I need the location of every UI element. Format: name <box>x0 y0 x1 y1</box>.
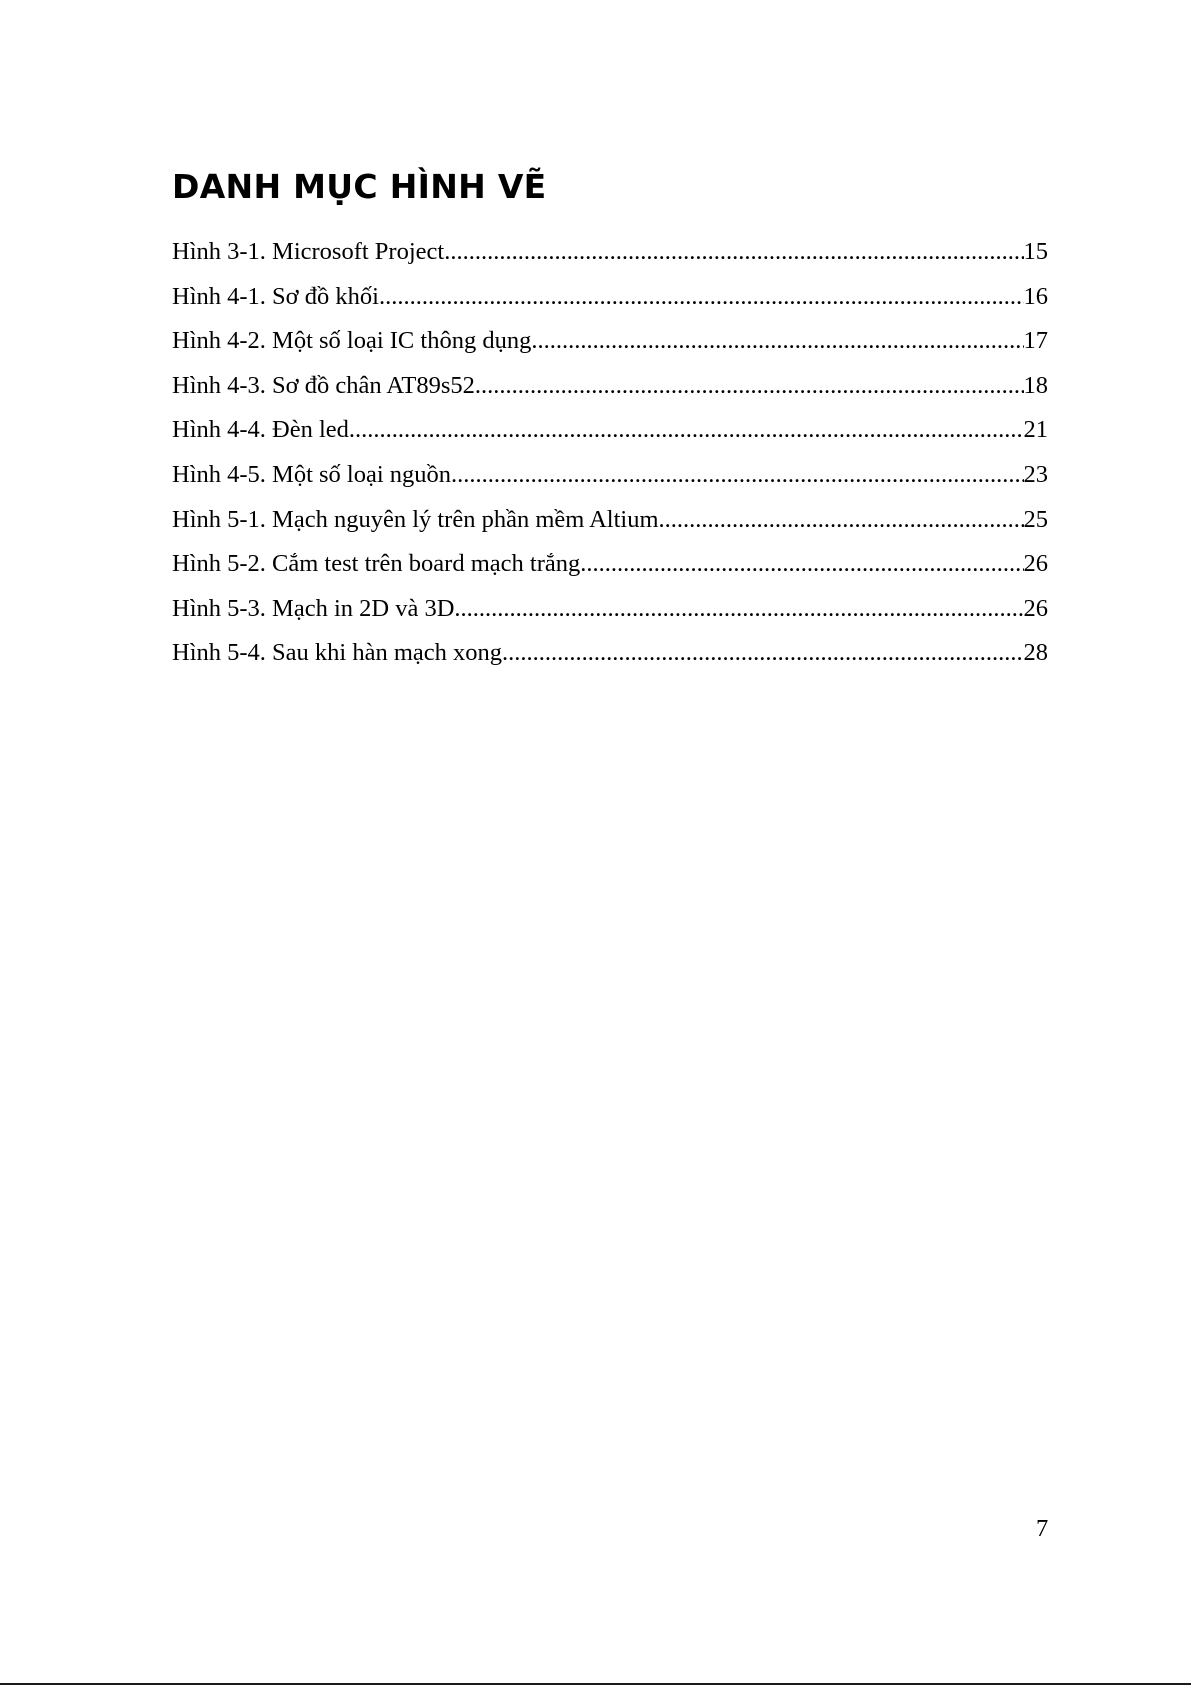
dot-leader <box>502 631 1023 676</box>
toc-entry[interactable] <box>172 364 1048 409</box>
toc-entry[interactable] <box>172 319 1048 364</box>
toc-entry-title: Hình 4-1. Sơ đồ khối <box>172 282 379 310</box>
dot-leader <box>659 498 1024 543</box>
page-title: DANH MỤC HÌNH VẼ <box>172 167 547 206</box>
toc-entry-title: Hình 4-5. Một số loại nguồn <box>172 460 452 488</box>
toc-entry[interactable] <box>172 498 1048 543</box>
dot-leader <box>379 275 1024 320</box>
toc-entry-page: 28 <box>1023 639 1048 667</box>
toc-entry[interactable] <box>172 631 1048 676</box>
dot-leader <box>475 364 1024 409</box>
toc-entry-title: Hình 5-1. Mạch nguyên lý trên phần mềm Altium <box>172 505 659 533</box>
toc-entry-page: 21 <box>1023 416 1048 444</box>
toc-entry-title: Hình 3-1. Microsoft Project <box>172 238 445 265</box>
toc-entry-page: 15 <box>1023 238 1048 265</box>
toc-entry-title: Hình 5-3. Mạch in 2D và 3D <box>172 594 455 622</box>
toc-entry[interactable] <box>172 587 1048 632</box>
dot-leader <box>454 587 1023 632</box>
toc-entry[interactable] <box>172 542 1048 587</box>
toc-entry-title: Hình 4-2. Một số loại IC thông dụng <box>172 327 532 355</box>
dot-leader <box>349 408 1024 453</box>
toc-entry-page: 26 <box>1023 550 1048 578</box>
toc-entry-page: 23 <box>1023 460 1048 488</box>
toc-entry[interactable] <box>172 453 1048 498</box>
toc-entry-title: Hình 5-2. Cắm test trên board mạch trắng <box>172 550 581 578</box>
dot-leader <box>444 230 1023 275</box>
toc-entry-page: 16 <box>1023 282 1048 310</box>
toc-entry-page: 17 <box>1023 327 1048 355</box>
toc-entry-title: Hình 4-3. Sơ đồ chân AT89s52 <box>172 371 475 399</box>
toc-entry-title: Hình 5-4. Sau khi hàn mạch xong <box>172 639 503 667</box>
toc-entry-page: 18 <box>1023 371 1048 399</box>
dot-leader <box>531 319 1023 364</box>
toc-entry-page: 26 <box>1023 594 1048 622</box>
dot-leader <box>580 542 1023 587</box>
toc-entry-title: Hình 4-4. Đèn led <box>172 416 349 444</box>
page-number: 7 <box>1036 1515 1049 1542</box>
list-of-figures <box>172 230 1048 676</box>
dot-leader <box>451 453 1023 498</box>
toc-entry[interactable] <box>172 408 1048 453</box>
toc-entry[interactable] <box>172 230 1048 275</box>
toc-entry[interactable] <box>172 275 1048 320</box>
toc-entry-page: 25 <box>1023 505 1048 533</box>
